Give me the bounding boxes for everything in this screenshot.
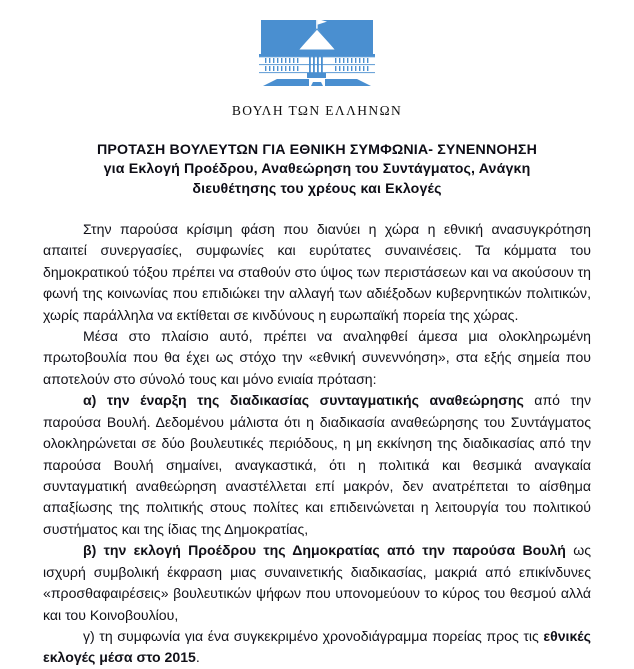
organization-caption: ΒΟΥΛΗ ΤΩΝ ΕΛΛΗΝΩΝ	[231, 103, 403, 118]
point-b-lead: β) την εκλογή Προέδρου της Δημοκρατίας από την παρούσα Βουλή	[83, 542, 566, 559]
point-c-emphasis: εθνικές εκλογές μέσα στο 2015	[43, 627, 591, 666]
document-body	[43, 219, 591, 669]
point-a	[43, 390, 591, 540]
paragraph-framework: Μέσα στο πλαίσιο αυτό, πρέπει να αναληφθεί άμεσα μια ολοκληρωμένη πρωτοβουλία που θα έχει ως στόχο την «εθνική συνεννόηση», στα εξής σημεία που αποτελούν στο σύνολό τους και μόνο ενιαία πρόταση:	[43, 328, 591, 387]
title-line-3: διευθέτησης του χρέους και Εκλογές	[192, 180, 442, 197]
point-b-text: ως ισχυρή συμβολική έκφραση μιας συναινετικής διαδικασίας, μακριά από επικίνδυνες «προσθαφαιρέσεις» βουλευτικών ψήφων που υπονομεύουν το κύρος του θεσμού αλλά και του Κοινοβουλίου,	[43, 542, 591, 623]
document-header	[0, 0, 634, 119]
point-c-tail: .	[195, 649, 200, 666]
hellenic-parliament-building-logo	[247, 16, 387, 94]
paragraph-intro: Στην παρούσα κρίσιμη φάση που διανύει η χώρα η εθνική ανασυγκρότηση απαιτεί συνεργασίες, συμφωνίες και ευρύτατες συναινέσεις. Τα κόμματα του δημοκρατικού τόξου πρέπει να σταθούν στο ύψος των περιστάσεων και να ακούσουν τη φωνή της κοινωνίας που επιδιώκει την αλλαγή των αδιέξοδων κυβερνητικών πολιτικών, χωρίς παράλληλα να εκτίθεται σε κινδύνους η ευρωπαϊκή πορεία της χώρας.	[43, 220, 591, 323]
page-title	[0, 141, 634, 199]
point-b	[43, 540, 591, 626]
point-a-text: από την παρούσα Βουλή. Δεδομένου μάλιστα ότι η διαδικασία αναθεώρησης του Συντάγματος ολοκληρώνεται σε δύο βουλευτικές περιόδους, η μη εκκίνηση της διαδικασίας από την παρούσα Βουλή σημαίνει, αναγκαστικά, ότι η πολιτικά και θεσμικά αναγκαία συνταγματική αναθεώρηση αναστέλλεται επί μακρόν, δεν ανατρέπεται το αίσθημα απαξίωσης της πολιτικής στους πολίτες και επιδεινώνεται η λειτουργία του πολιτικού συστήματος και της ίδιας της Δημοκρατίας,	[43, 392, 591, 537]
point-a-lead: α) την έναρξη της διαδικασίας συνταγματικής αναθεώρησης	[83, 392, 524, 409]
point-c	[43, 626, 591, 669]
point-c-text: γ) τη συμφωνία για ένα συγκεκριμένο χρονοδιάγραμμα πορείας προς τις	[83, 627, 544, 644]
title-line-1: ΠΡΟΤΑΣΗ ΒΟΥΛΕΥΤΩΝ ΓΙΑ ΕΘΝΙΚΗ ΣΥΜΦΩΝΙΑ- ΣΥΝΕΝΝΟΗΣΗ	[97, 142, 537, 158]
title-line-2: για Εκλογή Προέδρου, Αναθεώρηση του Συντάγματος, Ανάγκη	[103, 161, 531, 178]
